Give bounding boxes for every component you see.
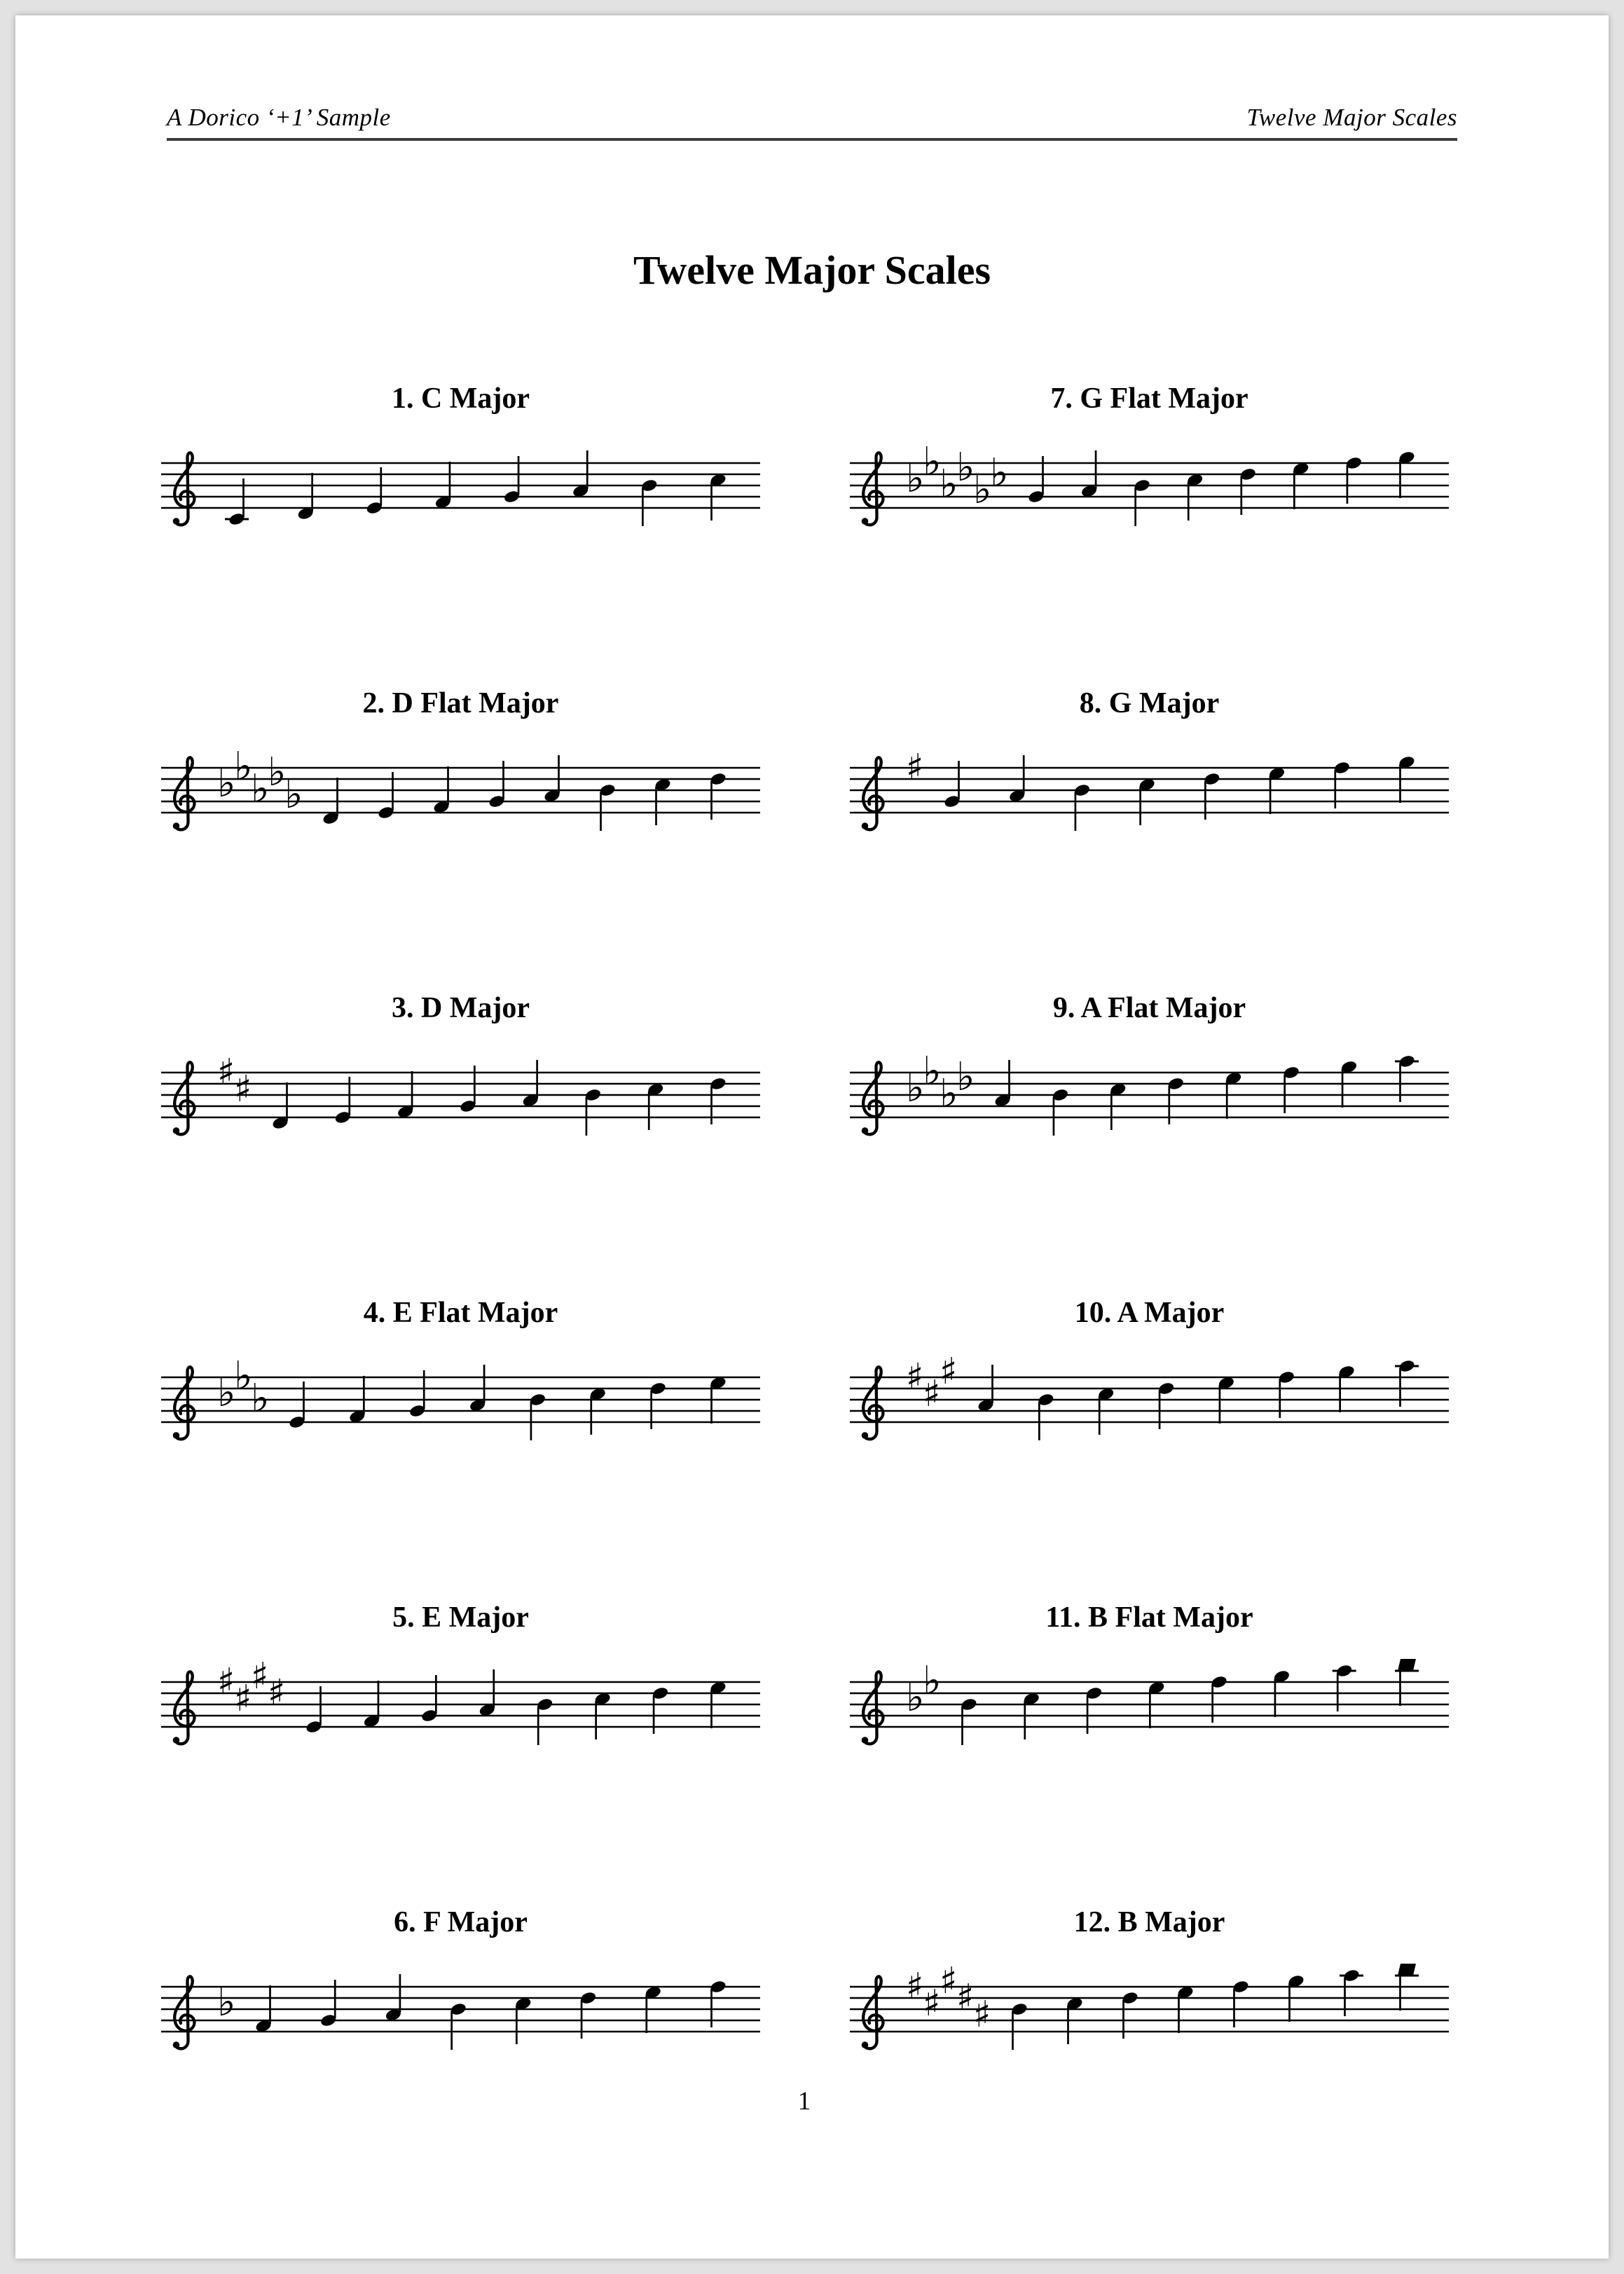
- sharp-sign: ♯: [906, 747, 924, 789]
- scale-title: 3. D Major: [391, 992, 530, 1024]
- scale-title: 8. G Major: [1079, 687, 1220, 719]
- scale-staff: [161, 1640, 760, 1787]
- sharp-sign: ♯: [956, 1977, 975, 2019]
- flat-sign: ♭: [268, 750, 287, 795]
- flat-sign: ♭: [234, 1353, 253, 1399]
- flat-sign: ♭: [923, 439, 942, 485]
- note-B4: [584, 1088, 602, 1136]
- flat-sign: ♭: [251, 766, 270, 812]
- scale-staff: [161, 1945, 760, 2092]
- sharp-sign: ♯: [268, 1672, 286, 1714]
- scale-staff: [161, 1031, 760, 1178]
- flat-sign: ♭: [973, 467, 992, 513]
- scale-staff: [161, 421, 760, 568]
- scale-staff: [850, 726, 1449, 873]
- staff-lines: [850, 768, 1449, 813]
- page-number: 1: [797, 2087, 811, 2116]
- flat-sign: ♭: [956, 445, 975, 490]
- key-signature: [217, 744, 303, 818]
- scale-title: 11. B Flat Major: [1045, 1601, 1253, 1634]
- key-signature: [906, 747, 923, 789]
- scale-title: 7. G Flat Major: [1050, 383, 1248, 415]
- running-header-right: Twelve Major Scales: [1246, 104, 1457, 131]
- scale-title: 1. C Major: [391, 383, 530, 415]
- sharp-sign: ♯: [234, 1678, 252, 1720]
- scale-staff: [850, 1945, 1449, 2092]
- scale-staff: [161, 726, 760, 873]
- key-signature: [906, 1351, 957, 1415]
- scale-staff: [850, 1031, 1449, 1178]
- flat-sign: ♭: [906, 456, 925, 502]
- scale-staff: [850, 1640, 1449, 1787]
- sharp-sign: ♯: [234, 1068, 252, 1110]
- flat-sign: ♭: [923, 1658, 942, 1704]
- note-B4: [1073, 783, 1091, 831]
- flat-sign: ♭: [940, 462, 958, 507]
- sharp-sign: ♯: [906, 1356, 924, 1398]
- flat-sign: ♭: [906, 1066, 925, 1111]
- note-Bb4: [598, 783, 616, 831]
- key-signature: [906, 1960, 991, 2036]
- scale-title: 6. F Major: [394, 1906, 528, 1938]
- scale-staff: [161, 1335, 760, 1482]
- note-B4: [1037, 1393, 1054, 1440]
- note-Bb4: [960, 1697, 977, 1745]
- running-header-left: A Dorico ‘+1’ Sample: [167, 104, 391, 131]
- flat-sign: ♭: [990, 450, 1009, 496]
- header-rule: [167, 138, 1457, 141]
- scale-staff: [850, 1335, 1449, 1482]
- sharp-sign: ♯: [217, 1661, 235, 1703]
- sharp-sign: ♯: [217, 1052, 235, 1094]
- flat-sign: ♭: [956, 1054, 975, 1100]
- note-Bb4: [1052, 1088, 1069, 1136]
- scale-title: 12. B Major: [1073, 1906, 1225, 1938]
- note-Bb4: [529, 1393, 546, 1440]
- note-Bb4: [450, 2002, 467, 2050]
- flat-sign: ♭: [906, 1675, 925, 1721]
- note-B4: [1010, 2002, 1028, 2050]
- scale-title: 9. A Flat Major: [1052, 992, 1246, 1024]
- key-signature: [217, 1052, 252, 1110]
- scale-title: 5. E Major: [392, 1601, 529, 1634]
- scale-staff: [850, 421, 1449, 568]
- flat-sign: ♭: [217, 1370, 236, 1416]
- page-title: Twelve Major Scales: [633, 247, 991, 293]
- sharp-sign: ♯: [906, 1966, 924, 2008]
- scale-title: 10. A Major: [1074, 1297, 1225, 1329]
- sharp-sign: ♯: [251, 1655, 269, 1697]
- key-signature: [217, 1980, 235, 2025]
- note-B4: [640, 478, 658, 526]
- note-B4: [536, 1697, 553, 1745]
- flat-sign: ♭: [923, 1049, 942, 1094]
- flat-sign: ♭: [234, 744, 253, 790]
- key-signature: [217, 1655, 285, 1720]
- sharp-sign: ♯: [923, 1373, 941, 1415]
- key-signature: [906, 1658, 941, 1721]
- note-Bb4: [1134, 478, 1151, 526]
- key-signature: [906, 439, 1008, 513]
- sharp-sign: ♯: [940, 1351, 958, 1393]
- flat-sign: ♭: [940, 1071, 958, 1117]
- staff-lines: [161, 463, 760, 508]
- sharp-sign: ♯: [940, 1960, 958, 2002]
- flat-sign: ♭: [217, 761, 236, 806]
- sharp-sign: ♯: [923, 1983, 941, 2025]
- flat-sign: ♭: [284, 772, 303, 818]
- scale-title: 2. D Flat Major: [362, 687, 559, 719]
- scale-title: 4. E Flat Major: [363, 1297, 558, 1329]
- flat-sign: ♭: [217, 1980, 236, 2025]
- flat-sign: ♭: [251, 1376, 270, 1421]
- sharp-sign: ♯: [973, 1994, 991, 2036]
